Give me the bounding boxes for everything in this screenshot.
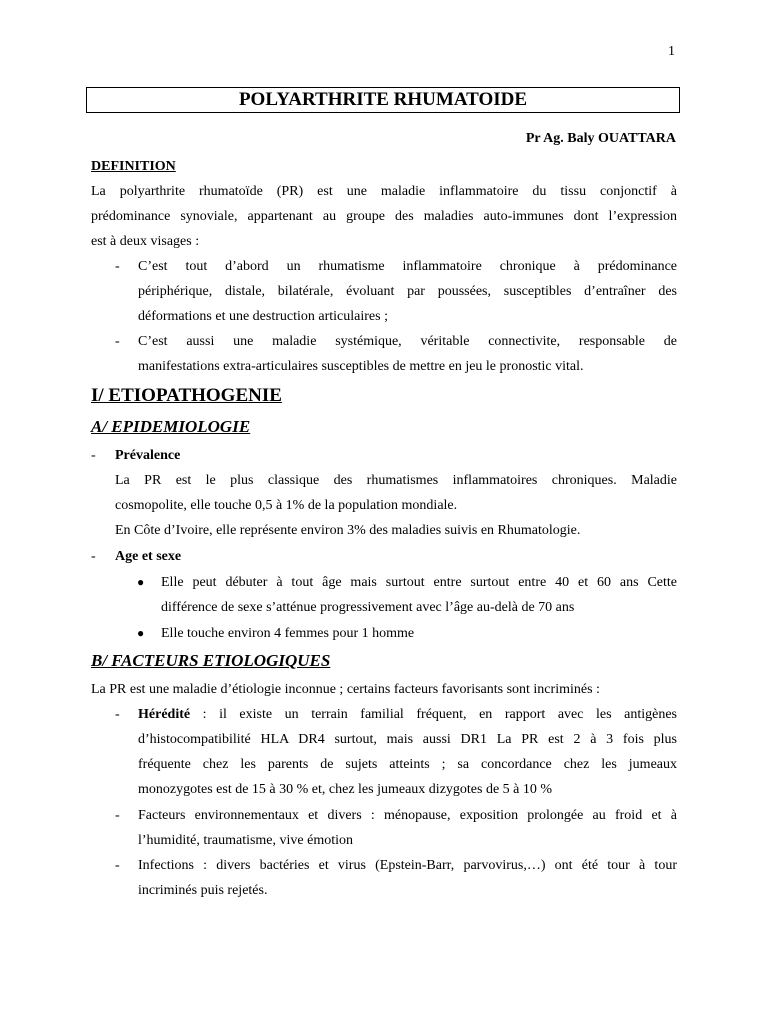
prevalence-label: Prévalence <box>115 448 181 463</box>
environnement-item: Facteurs environnementaux et divers : ménopause, exposition prolongée au froid et à l’humidité, traumatisme, vive émotion <box>138 808 677 848</box>
definition-heading: DEFINITION <box>91 159 176 174</box>
list-dash: - <box>115 858 120 873</box>
author: Pr Ag. Baly OUATTARA <box>525 131 676 146</box>
age-sexe-label: Age et sexe <box>115 549 182 564</box>
list-dash: - <box>91 448 96 463</box>
infections-item: Infections : divers bactéries et virus (Epstein-Barr, parvovirus,…) ont été tour à tour incriminés puis rejetés. <box>138 858 677 898</box>
subsection-heading-epidemiologie: A/ EPIDEMIOLOGIE <box>91 417 251 436</box>
age-sexe-bullet-1: Elle peut débuter à tout âge mais surtout entre surtout entre 40 et 60 ans Cette différence de sexe s’atténue progressivement avec l’âge au-delà de 70 ans <box>161 575 677 615</box>
age-sexe-bullet-2: Elle touche environ 4 femmes pour 1 homme <box>161 626 415 641</box>
bullet-dot: ● <box>137 626 145 640</box>
list-dash: - <box>115 707 120 722</box>
subsection-heading-facteurs: B/ FACTEURS ETIOLOGIQUES <box>91 651 331 670</box>
list-dash: - <box>115 808 120 823</box>
bullet-dot: ● <box>137 575 145 589</box>
list-dash: - <box>91 549 96 564</box>
list-dash: - <box>115 259 120 274</box>
definition-item-2: C’est aussi une maladie systémique, véritable connectivite, responsable de manifestations extra-articulaires susceptibles de mettre en jeu le pronostic vital. <box>138 334 677 374</box>
heredite-item: Hérédité : il existe un terrain familial fréquent, en rapport avec les antigènes d’histocompatibilité HLA DR4 surtout, mais aussi DR1 La PR est 2 à 3 fois plus fréquente chez les parents de sujets atteints ; sa concordance chez les jumeaux monozygotes est de 15 à 30 % et, chez les jumeaux dizygotes de 5 à 10 % <box>138 707 677 797</box>
definition-intro: La polyarthrite rhumatoïde (PR) est une maladie inflammatoire du tissu conjonctif à prédominance synoviale, appartenant au groupe des maladies auto-immunes dont l’expression est à deux visages : <box>91 184 677 249</box>
list-dash: - <box>115 334 120 349</box>
section-heading-etiopathogenie: I/ ETIOPATHOGENIE <box>91 385 282 406</box>
prevalence-text: La PR est le plus classique des rhumatismes inflammatoires chroniques. Maladie cosmopolite, elle touche 0,5 à 1% de la population mondiale. En Côte d’Ivoire, elle représente environ 3% des maladies suivis en Rhumatologie. <box>115 473 677 538</box>
facteurs-intro: La PR est une maladie d’étiologie inconnue ; certains facteurs favorisants sont incriminés : <box>91 682 600 697</box>
page-title: POLYARTHRITE RHUMATOIDE <box>86 87 680 113</box>
page-number: 1 <box>668 44 675 59</box>
definition-item-1: C’est tout d’abord un rhumatisme inflammatoire chronique à prédominance périphérique, distale, bilatérale, évoluant par poussées, susceptibles d’entraîner des déformations et une destruction articulaires ; <box>138 259 677 324</box>
